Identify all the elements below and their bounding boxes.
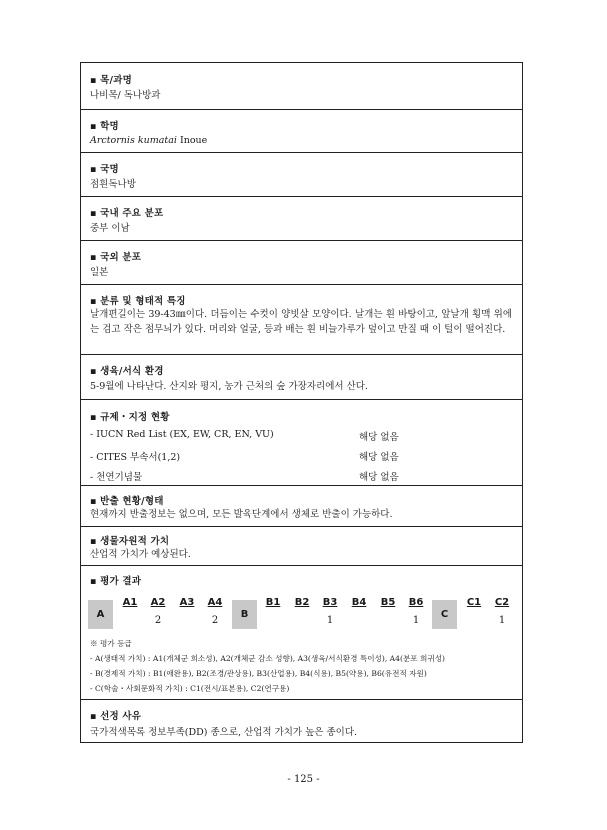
- selection-reason-heading: ▪ 선정 사유: [90, 711, 142, 722]
- regulation-value-iucn: 해당 없음: [359, 432, 399, 443]
- evaluation-note-b: - B(경제적 가치) : B1(애완용), B2(조경/관상용), B3(산업용), B4(식용), B5(약용), B6(유전적 자원): [90, 669, 427, 678]
- scientific-name-heading: ▪ 학명: [90, 121, 119, 132]
- regulation-value-monument: 해당 없음: [359, 472, 399, 483]
- foreign-distribution-heading: ▪ 국외 분포: [90, 252, 142, 263]
- criterion-a2-value: 2: [154, 615, 162, 626]
- section-regulation: [81, 400, 522, 486]
- criterion-b4-label: B4: [351, 597, 367, 608]
- export-heading: ▪ 반출 현황/형태: [90, 496, 164, 507]
- criterion-a4-label: A4: [207, 597, 223, 608]
- scientific-binomial: Arctornis kumatai: [90, 135, 177, 146]
- section-foreign-distribution: [81, 241, 522, 285]
- section-habitat: [81, 355, 522, 400]
- criterion-c1-label: C1: [466, 597, 482, 608]
- criterion-b5-label: B5: [380, 597, 396, 608]
- regulation-label-iucn: - IUCN Red List (EX, EW, CR, EN, VU): [90, 429, 274, 440]
- section-evaluation: [81, 566, 522, 700]
- bio-value-heading: ▪ 생물자원적 가치: [90, 536, 170, 547]
- order-family-heading: ▪ 목/과명: [90, 75, 132, 86]
- regulation-heading: ▪ 규제・지정 현황: [90, 412, 170, 423]
- criterion-a4-value: 2: [211, 615, 219, 626]
- domestic-distribution-heading: ▪ 국내 주요 분포: [90, 208, 164, 219]
- morphology-text: 날개편길이는 39-43㎜이다. 더듬이는 수컷이 양빗살 모양이다. 날개는 흰 바탕이고, 앞날개 횡맥 위에는 검고 작은 점무늬가 있다. 머리와 얼굴, 등과 배는 흰 비늘가루가 덮이고 만질 때 이 털이 떨어진다.: [90, 309, 512, 335]
- scientific-author: Inoue: [176, 135, 208, 146]
- group-a-box: A: [88, 600, 113, 629]
- scientific-name-text: [90, 133, 512, 148]
- criterion-b6-label: B6: [408, 597, 424, 608]
- section-morphology: [81, 285, 522, 355]
- section-selection-reason: [81, 700, 522, 742]
- section-order-family: [81, 63, 522, 110]
- criterion-a2-label: A2: [150, 597, 166, 608]
- group-b-box: B: [232, 600, 257, 629]
- criterion-c2-label: C2: [494, 597, 510, 608]
- regulation-label-monument: - 천연기념물: [90, 472, 143, 483]
- criterion-b6-value: 1: [412, 615, 420, 626]
- korean-name-text: 점흰독나방: [90, 179, 136, 190]
- foreign-distribution-text: 일본: [90, 267, 109, 278]
- regulation-label-cites: - CITES 부속서(1,2): [90, 452, 181, 463]
- bio-value-text: 산업적 가치가 예상된다.: [90, 549, 191, 560]
- group-c-box: C: [432, 600, 457, 629]
- criterion-b1-label: B1: [265, 597, 281, 608]
- export-text: 현재까지 반출정보는 없으며, 모든 발육단계에서 생체로 반출이 가능하다.: [90, 509, 393, 520]
- evaluation-note-c: - C(학술・사회문화적 가치) : C1(전시/표본용), C2(연구용): [90, 684, 290, 693]
- domestic-distribution-text: 중부 이남: [90, 223, 130, 234]
- evaluation-heading: ▪ 평가 결과: [90, 576, 142, 587]
- section-scientific-name: [81, 110, 522, 153]
- criterion-b2-label: B2: [294, 597, 310, 608]
- evaluation-note-a: - A(생태적 가치) : A1(개체군 희소성), A2(개체군 감소 성향), A3(생육/서식환경 특이성), A4(분포 희귀성): [90, 654, 445, 663]
- section-bio-value: [81, 527, 522, 566]
- criterion-b3-label: B3: [322, 597, 338, 608]
- regulation-value-cites: 해당 없음: [359, 452, 399, 463]
- criterion-c2-value: 1: [498, 615, 506, 626]
- evaluation-note-title: ※ 평가 등급: [90, 639, 132, 648]
- habitat-heading: ▪ 생육/서식 환경: [90, 366, 164, 377]
- section-export: [81, 486, 522, 527]
- criterion-a1-label: A1: [122, 597, 138, 608]
- page-number: - 125 -: [287, 774, 320, 785]
- criterion-a3-label: A3: [179, 597, 195, 608]
- habitat-text: 5-9월에 나타난다. 산지와 평지, 농가 근처의 숲 가장자리에서 산다.: [90, 381, 368, 392]
- morphology-heading: ▪ 분류 및 형태적 특징: [90, 296, 186, 307]
- order-family-text: 나비목/ 독나방과: [90, 90, 161, 101]
- selection-reason-text: 국가적색목록 정보부족(DD) 종으로, 산업적 가치가 높은 종이다.: [90, 727, 358, 738]
- species-info-table: [80, 62, 523, 743]
- criterion-b3-value: 1: [326, 615, 334, 626]
- section-domestic-distribution: [81, 197, 522, 241]
- korean-name-heading: ▪ 국명: [90, 164, 119, 175]
- section-korean-name: [81, 153, 522, 197]
